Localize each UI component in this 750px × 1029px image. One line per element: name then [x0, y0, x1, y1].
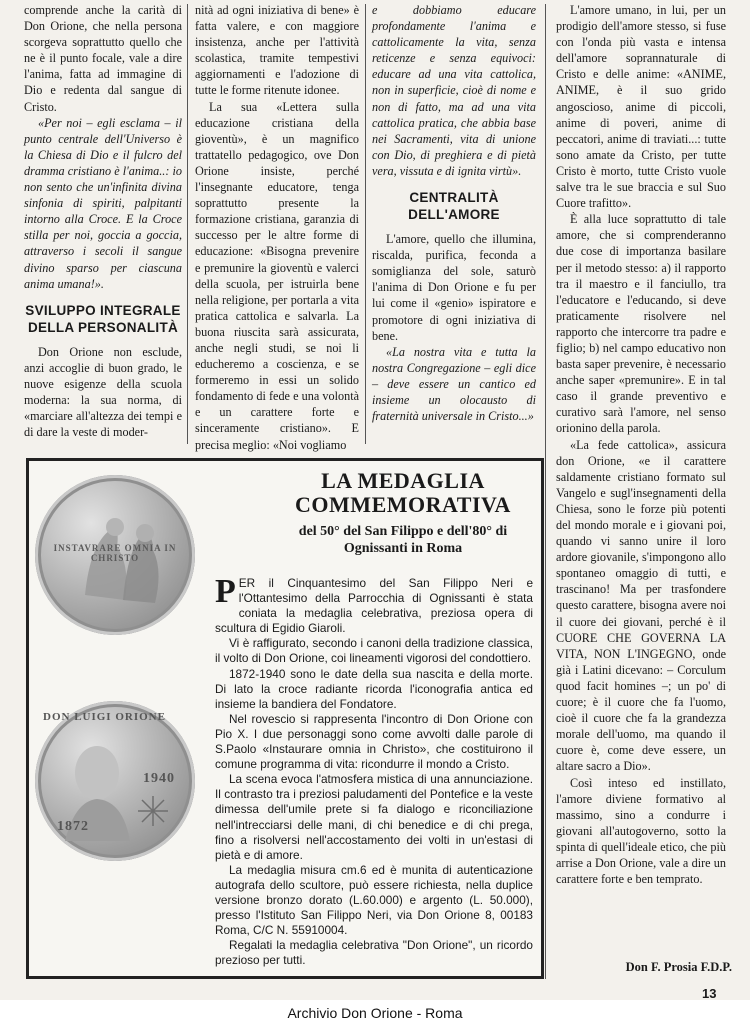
- col2-para-2: La sua «Lettera sulla educazione cristiana della gioventù», è un magnifico trattatello pedagogico, ove Don Orione insiste, perché l'insegnante educatore, tenga soprattutto presente la formazione cristiana, garanzia di successo per le altre forme di educazione: «Bisogna prevenire e premunire la gioventù e valerci della scuola, per istruirla bene nella religione, per portarla a vita pratica cattolica e salvarla. La buona riuscita sarà assicurata, anche negli studi, se noi li educheremo a coscienza, e se formeremo in essi un solido fondamento di fede e una volontà e un carattere forte e sinceramente cristiano». E precisa meglio: «Noi vogliamo: [195, 99, 359, 452]
- col4-para-2: È alla luce soprattutto di tale amore, che si comprenderanno due cose di importanza basilare per il metodo stesso: a) il rapporto tra il maestro e il fanciullo, tra l'educatore e l'educando, si deve praticamente risolvere nel rapporto che intercorre tra padre e figlio; b) nel campo educativo non basta saper prevenire, è necessario anche saper «premunire». E in tal caso il grande preventivo e curativo sarà l'amore, nel senso orionino della parola.: [556, 212, 726, 436]
- medal-obverse-image: [35, 701, 195, 861]
- heading-centralita: CENTRALITÀ DELL'AMORE: [408, 190, 500, 223]
- col1-para-2: «Per noi – egli esclama – il punto centrale dell'Universo è la Chiesa di Dio e il fulcro del dramma cristiano è l'anima..: io non sento che un'infinita divina sinfonia di spiriti, palpitanti intorno alla Croce. E la Croce stilla per noi, goccia a goccia, attraverso i secoli il sangue divino sparso per ciascuna anima umana!».: [24, 115, 182, 291]
- box-para-3: 1872-1940 sono le date della sua nascita e della morte. Di lato la croce radiante ricorda l'iconografia antica ed insieme la bandiera del Fondatore.: [215, 666, 533, 711]
- box-para-6: La medaglia misura cm.6 ed è munita di autenticazione autografa dello scultore, può essere richiesta, nella duplice versione bronzo dorato (L.60.000) e argento (L. 50.000), presso l'Istituto San Filippo Neri, via Don Orione 8, 00183 Roma, C/C N. 55910004.: [215, 862, 533, 938]
- column-3: [372, 2, 536, 424]
- heading-sviluppo: SVILUPPO INTEGRALE DELLA PERSONALITÀ: [25, 302, 181, 335]
- col3-para-1: e dobbiamo educare profondamente l'anima e cattolicamente la vita, senza reticenze e senza equivoci: educare ad una vita cattolica, non in superficie, cioè di nome e non di fatto, ma ad una vita cattolica pratica, che abbia base nei Sacramenti, vita di unione con Dio, di preghiera e di pietà vera, vissuta e di ignita virtù».: [372, 3, 536, 178]
- col3-para-3: «La nostra vita e tutta la nostra Congregazione – egli dice – deve essere un cantico ed insieme un olocausto di fraternità universale in Cristo...»: [372, 344, 536, 424]
- box-para-7: Regalati la medaglia celebrativa "Don Orione", un ricordo prezioso per tutti.: [215, 938, 533, 968]
- col3-para-2: L'amore, quello che illumina, riscalda, purifica, feconda a somiglianza del sole, saturò l'anima di Don Orione e fu per lui come il «genio» ispiratore e promotore di ogni iniziativa di bene.: [372, 232, 536, 343]
- box-para-5: La scena evoca l'atmosfera mistica di una annunciazione. Il contrasto tra i preziosi paludamenti del Pontefice e la veste dimessa dell'umile prete si fa dialogo e riconciliazione nell'intrecciarsi delle mani, di chi benedice e di chi prega, fino a risolversi nell'accostamento dei volti in un'estasi di pietà e di amore.: [215, 772, 533, 862]
- col1-para-1: comprende anche la carità di Don Orione, che nella persona scorgeva soprattutto quello che ne è il punto focale, vale a dire l'anima, fatta ad immagine di Dio e redenta dal sangue di Cristo.: [24, 3, 182, 114]
- box-para-2: Vi è raffigurato, secondo i canoni della tradizione classica, il volto di Don Orione, coi lineamenti vigorosi del condottiero.: [215, 636, 533, 666]
- medal-box: [26, 458, 544, 979]
- column-2: [195, 2, 359, 453]
- box-body: [215, 573, 533, 968]
- col4-para-1: L'amore umano, in lui, per un prodigio dell'amore stesso, si fuse con l'onda più vasta e intensa dell'amore soprannaturale di Cristo e delle anime: «ANIME, ANIME, è il suo grido angoscioso, anime di piccoli, anime di poveri, anime di peccatori, anime di traviati...: tutte sono amate da Cristo, per tutte Cristo è morto, tutte Cristo vuole salve tra le sue braccia e sul Suo Cuore trafitto».: [556, 3, 726, 211]
- box-para-1: ER il Cinquantesimo del San Filippo Neri e l'Ottantesimo della Parrocchia di Ognissanti è stata coniata la medaglia celebrativa, preziosa opera di scultura di Egidio Giaroli.: [215, 576, 533, 636]
- col2-para-1: nità ad ogni iniziativa di bene» è fatta valere, e con maggiore insistenza, anche per l'attività scolastica, tramite tempestivi aggiornamenti e l'adozione di tutte le forme ritenute idonee.: [195, 3, 359, 98]
- column-rule: [187, 4, 188, 444]
- col4-para-3: «La fede cattolica», assicura don Orione, «e il carattere saldamente cristiano formato sul Vangelo e sugl'insegnamenti della Chiesa, sono le forze più potenti del mondo morale e i giovani poi, quando vi sanno unire il loro ardore giovanile, s'impongono allo spontaneo omaggio di tutti, e trascinano! Ma per trasfondere questo carattere, bisogna avere noi il cuore dei giovani, perché è il CUORE CHE GOVERNA LA VITA, NON L'INGEGNO, onde già i Latini dicevano: – Corculum quod facit homines –; un po' di cuore; è il cuore che fa l'uomo, cioè il cuore che fa la grandezza morale dell'uomo, ma quando il cuore è, come deve essere, un altare sacro a Dio».: [556, 437, 726, 774]
- medal-year-death: 1940: [143, 771, 175, 786]
- archive-footer: Archivio Don Orione - Roma: [287, 1005, 463, 1021]
- column-4: [556, 2, 726, 887]
- author-signature: Don F. Prosia F.D.P.: [625, 960, 732, 974]
- col4-para-4: Così inteso ed instillato, l'amore diviene formativo al massimo, sino a condurre i giovani all'autogoverno, sotto la spinta di quell'ideale etico, che più arrise a Don Orione, vale a dire un carattere forte e ben temprato.: [556, 775, 726, 887]
- medal-name-inscription: DON LUIGI ORIONE: [43, 711, 166, 723]
- column-rule: [545, 4, 546, 979]
- box-subtitle: del 50° del San Filippo e dell'80° di Ognissanti in Roma: [298, 524, 508, 556]
- drop-cap: P: [215, 573, 236, 610]
- column-rule: [365, 4, 366, 444]
- page-number: 13: [702, 986, 717, 1001]
- medal-year-birth: 1872: [57, 819, 89, 834]
- column-1: [24, 2, 182, 440]
- box-para-4: Nel rovescio si rappresenta l'incontro di Don Orione con Pio X. I due personaggi sono come avvolti dalle parole di S.Paolo «Instaurare omnia in Christo», che costituirono il comune programma di vita: ricondurre il mondo a Cristo.: [215, 711, 533, 772]
- medal-reverse-image: [35, 475, 195, 635]
- medal-reverse-inscription: INSTAVRARE OMNIA IN CHRISTO: [53, 543, 177, 563]
- col1-para-3: Don Orione non esclude, anzi accoglie di buon grado, le nuove esigenze della scuola moderna: la sua norma, di «marciare all'altezza dei tempi e di dare la veste di moder-: [24, 344, 182, 440]
- box-title: LA MEDAGLIA COMMEMORATIVA: [295, 468, 511, 517]
